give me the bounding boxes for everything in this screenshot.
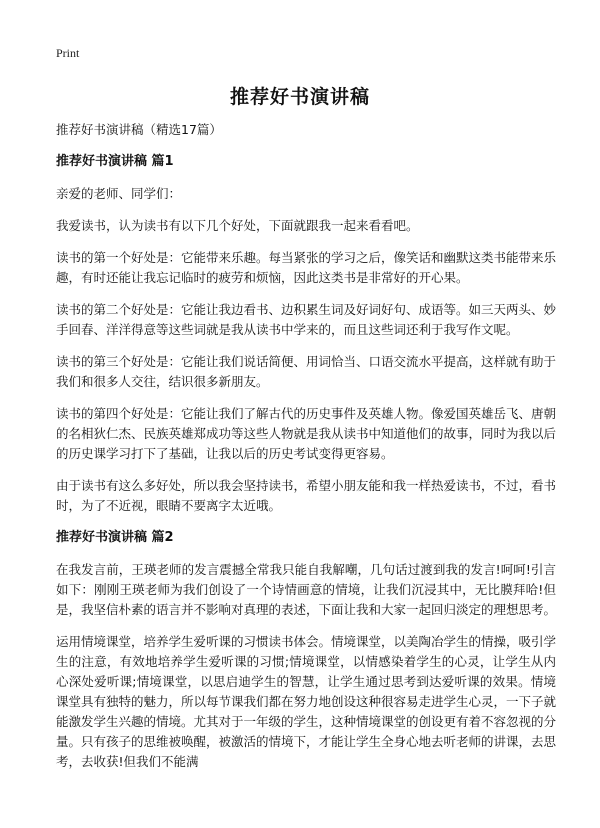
paragraph: 由于读书有这么多好处，所以我会坚持读书，希望小朋友能和我一样热爱读书，不过，看书时，为了不近视，眼睛不要离字太近哦。: [56, 478, 557, 513]
paragraph: 运用情境课堂，培养学生爱听课的习惯读书体会。情境课堂，以美陶冶学生的情操，吸引学生的注意，有效地培养学生爱听课的习惯;情境课堂，以情感染着学生的心灵，让学生从内心深处爱听课;情境课堂，以思启迪学生的智慧，让学生通过思考到达爱听课的效果。情境课堂具有独特的魅力，所以每节课我们都在努力地创设这种很容易走进学生心灵，一下子就能激发学生兴趣的情境。尤其对于一年级的学生，这种情境课堂的创设更有着不容忽视的分量。只有孩子的思维被唤醒，被激活的情境下，才能让学生全身心地去听老师的讲课，去思考，去收获!但我们不能满: [56, 634, 557, 769]
section-heading: 推荐好书演讲稿 篇2: [56, 530, 174, 545]
paragraph: 读书的第一个好处是：它能带来乐趣。每当紧张的学习之后，像笑话和幽默这类书能带来乐趣，有时还能让我忘记临时的疲劳和烦恼，因此这类书是非常好的开心果。: [56, 250, 557, 285]
paragraph: 读书的第三个好处是：它能让我们说话简便、用词恰当、口语交流水平提高，这样就有助于我们和很多人交往，结识很多新朋友。: [56, 354, 557, 389]
page-title: 推荐好书演讲稿: [229, 86, 370, 108]
paragraph: 读书的第四个好处是：它能让我们了解古代的历史事件及英雄人物。像爱国英雄岳飞、唐朝的名相狄仁杰、民族英雄郑成功等这些人物就是我从读书中知道他们的故事，同时为我以后的历史课学习打下了基础，让我以后的历史考试变得更容易。: [56, 406, 557, 461]
paragraph: 我爱读书，认为读书有以下几个好处，下面就跟我一起来看看吧。: [56, 218, 419, 233]
paragraph: 在我发言前，王瑛老师的发言震撼全常我只能自我解嘲，几句话过渡到我的发言!呵呵!引言如下：刚刚王瑛老师为我们创设了一个诗情画意的情境，让我们沉浸其中，无比膜拜哈!但是，我坚信朴素的语言并不影响对真理的表述，下面让我和大家一起回归淡定的理想思考。: [56, 562, 557, 617]
document-subtitle: 推荐好书演讲稿（精选17篇）: [56, 122, 222, 137]
paragraph: 亲爱的老师、同学们：: [56, 186, 182, 201]
print-link[interactable]: Print: [56, 46, 80, 60]
document-body: [56, 120, 556, 784]
paragraph: 读书的第二个好处是：它能让我边看书、边积累生词及好词好句、成语等。如三天两头、妙手回春、洋洋得意等这些词就是我从读书中学来的，而且这些词还利于我写作文呢。: [56, 302, 557, 337]
section-heading: 推荐好书演讲稿 篇1: [56, 154, 174, 169]
